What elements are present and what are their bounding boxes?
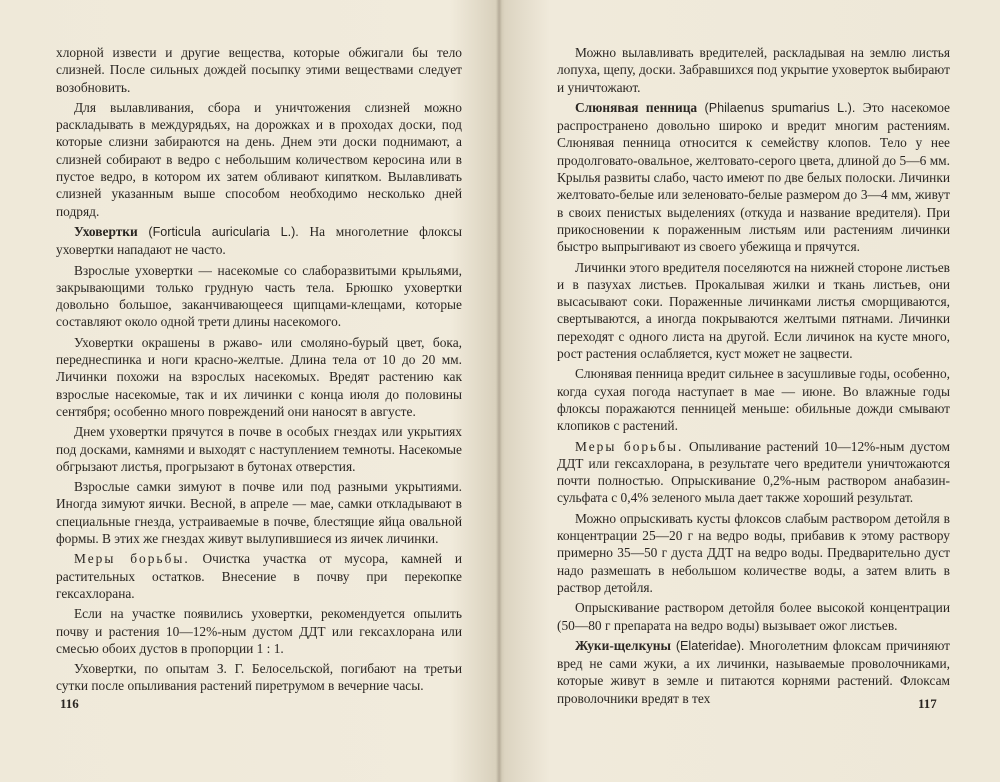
control-measures-heading: Меры борьбы. xyxy=(575,438,684,454)
paragraph xyxy=(56,223,462,259)
paragraph: Можно опрыскивать кусты флоксов слабым раствором детойля в концентрации 25—20 г на ведро воды, прибавив к этому раствору примерно 35—50 г дуста ДДТ на ведро воды. Предварительно дуст надо размешать в небольшом количестве воды, а затем влить в раствор детойля. xyxy=(557,510,950,595)
paragraph xyxy=(557,99,950,256)
paragraph: хлорной извести и другие вещества, которые обжигали бы тело слизней. После сильных дождей посыпку этими веществами следует возобновить. xyxy=(56,45,462,95)
latin-name: (Elateridae). xyxy=(675,638,745,653)
page-number-right: 117 xyxy=(918,696,937,711)
paragraph: Уховертки окрашены в ржаво- или смоляно-бурый цвет, бока, переднеспинка и ноги красно-желтые. Длина тела от 10 до 20 мм. Личинки похожи на взрослых насекомых. Вредят растению как взрослые насекомые, так и их личинки с конца июля до половины сентября; особенно много повреждений они наносят в августе. xyxy=(56,334,462,419)
control-measures-heading: Меры борьбы. xyxy=(74,551,190,567)
paragraph: Взрослые уховертки — насекомые со слаборазвитыми крыльями, закрывающими только грудную часть тела. Брюшко уховертки довольно большое, заканчивающееся щипцами-клещами, которые составляют около одной трети длины насекомого. xyxy=(56,262,462,330)
paragraph xyxy=(56,550,462,602)
paragraph: Взрослые самки зимуют в почве или под разными укрытиями. Иногда зимуют яички. Весной, в апреле — мае, самки откладывают в специальные гнезда, устраиваемые в почве, блестящие яйца овальной формы. В этих же гнездах живут вылупившиеся из яичек личинки. xyxy=(56,479,462,547)
paragraph: Слюнявая пенница вредит сильнее в засушливые годы, особенно, когда сухая погода наступает в мае — июне. Во влажные годы флоксы поражаются пенницей меньше: обильные дожди смывают клопиков с растений. xyxy=(557,366,950,434)
paragraph: Уховертки, по опытам З. Г. Белосельской, погибают на третьи сутки после опыливания растений пиретрумом в вечерние часы. xyxy=(56,661,462,694)
paragraph: Можно вылавливать вредителей, раскладывая на землю листья лопуха, щепу, доски. Забравшихся под укрытие уховерток выбирают и уничтожают. xyxy=(557,45,950,95)
paragraph xyxy=(557,438,950,507)
paragraph-text: На многолетние флоксы уховертки нападают не часто. xyxy=(56,223,462,258)
paragraph: Для вылавливания, сбора и уничтожения слизней можно раскладывать в междурядьях, на дорожках и в проходах доски, под которые слизни забираются на день. Днем эти доски поднимают, а слизней собирают в ведро с небольшим количеством керосина или в пустое ведро, в котором их затем обливают кипятком. Вылавливать слизней указанным выше способом необходимо несколько дней подряд. xyxy=(56,99,462,219)
paragraph: Если на участке появились уховертки, рекомендуется опылить почву и растения 10—12%-ным дустом ДДТ или гексахлорана или смесью обоих дустов в пропорции 1 : 1. xyxy=(56,606,462,656)
section-heading-click-beetles: Жуки-щелкуны xyxy=(575,637,671,653)
paragraph: Личинки этого вредителя поселяются на нижней стороне листьев и в пазухах листьев. Прокалывая жилки и ткань листьев, они высасывают соки. Пораженные личинками листья сморщиваются, свертываются, а иногда покрываются желтыми пятнами. Личинки переходят с одного листа на другой. Если личинок на кусте много, рост растения ослабляется, куст может не зацвести. xyxy=(557,259,950,362)
paragraph: Днем уховертки прячутся в почве в особых гнездах или укрытиях под досками, камнями и выходят с наступлением темноты. Насекомые обгрызают листья, прогрызают в бутонах отверстия. xyxy=(56,424,462,474)
latin-name: (Philaenus spumarius L.). xyxy=(704,100,856,115)
right-page xyxy=(557,44,950,710)
page-number-left: 116 xyxy=(60,696,79,711)
paragraph-text: Опыливание растений 10—12%-ным дустом ДДТ или гексахлорана, в результате чего вредители уничтожаются почти полностью. Опрыскивание 0,2%-ным раствором анабазин-сульфата с 0,4% зеленого мыла дает также хороший результат. xyxy=(557,438,950,506)
paragraph-text: Многолетним флоксам причиняют вред не сами жуки, а их личинки, называемые проволочниками, которые живут в земле и питаются корнями растений. Флоксам проволочники вредят в тех xyxy=(557,637,950,706)
left-page xyxy=(56,44,462,698)
paragraph-text: Очистка участка от мусора, камней и растительных остатков. Внесение в почву при перекопке гексахлорана. xyxy=(56,551,462,601)
paragraph xyxy=(557,637,950,707)
latin-name: (Forticula auricularia L.). xyxy=(148,224,299,239)
paragraph-text: Это насекомое распространено довольно широко и вредит многим растениям. Слюнявая пенница относится к семейству клопов. Тело у нее продолговато-овальное, желтовато-серого цвета, длиной до 5—6 мм. Крылья развиты слабо, часто имеют по две белых полоски. Личинки желтовато-белые или зеленовато-белые размером до 3—4 мм, живут в своих пенистых выделениях (откуда и название вредителя). При прикосновении к пораженным листьям или растениям личинки быстро выпрыгивают из своего убежища и прячутся. xyxy=(557,99,951,255)
section-heading-earwigs: Уховертки xyxy=(74,223,138,239)
book-gutter xyxy=(496,0,502,782)
paragraph: Опрыскивание раствором детойля более высокой концентрации (50—80 г препарата на ведро воды) вызывает ожог листьев. xyxy=(557,600,950,633)
section-heading-spittlebug: Слюнявая пенница xyxy=(575,99,698,115)
